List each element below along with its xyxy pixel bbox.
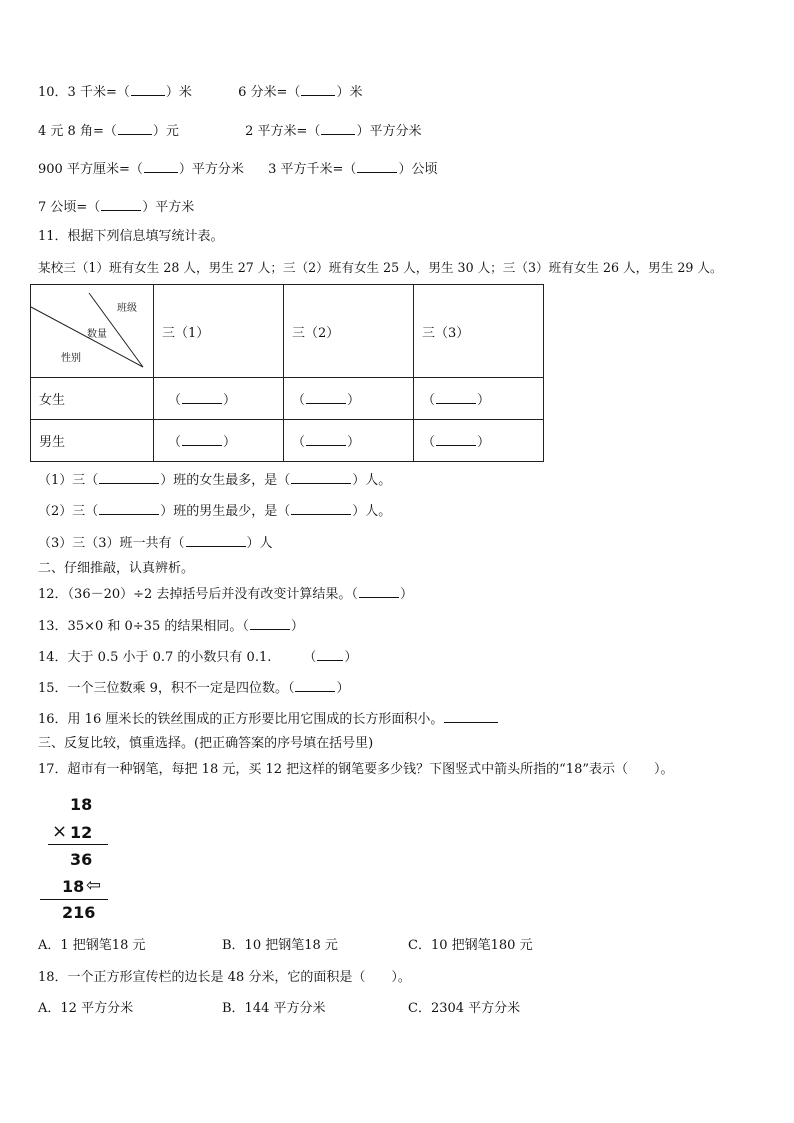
answer-blank[interactable] (436, 432, 476, 446)
q10-row2-b-end: ）平方分米 (356, 124, 422, 139)
q10-row1-b-end: ）米 (336, 85, 363, 100)
col-header-2: 三（2） (284, 285, 414, 378)
q10-row4 (38, 197, 194, 217)
answer-blank[interactable] (101, 197, 141, 211)
answer-blank[interactable] (131, 82, 165, 96)
q10-row4-a: 7 公顷=（ (38, 200, 101, 215)
q15: 15．一个三位数乘 9，积不一定是四位数。（ ） (38, 678, 349, 698)
statistics-table (30, 284, 544, 462)
vm-times-sign: × (52, 821, 68, 842)
q17-option-c[interactable]: C．10 把钢笔180 元 (408, 938, 533, 953)
header-gender-label: 性别 (61, 353, 81, 364)
vm-rule-1 (48, 844, 108, 845)
vertical-multiplication (36, 795, 126, 925)
section2-title: 二、仔细推敲，认真辨析。 (38, 561, 195, 576)
answer-blank[interactable] (144, 159, 178, 173)
q14: 14．大于 0.5 小于 0.7 的小数只有 0.1. （ ） (38, 647, 357, 667)
vm-rule-2 (40, 899, 108, 900)
answer-blank[interactable] (306, 390, 346, 404)
fill-cell: （ ） (154, 420, 284, 462)
answer-blank[interactable] (99, 501, 159, 515)
vm-result: 216 (62, 903, 96, 922)
answer-blank[interactable] (291, 470, 351, 484)
answer-blank[interactable] (301, 82, 335, 96)
q11-info: 某校三（1）班有女生 28 人，男生 27 人；三（2）班有女生 25 人，男生 30 人；三（3）班有女生 26 人，男生 29 人。 (38, 260, 723, 275)
q12: 12．（36－20）÷2 去掉括号后并没有改变计算结果。（ ） (38, 584, 413, 604)
answer-blank[interactable] (291, 501, 351, 515)
fill-cell: （ ） (414, 420, 544, 462)
q11-sub1: （1）三（ ）班的女生最多，是（ ）人。 (38, 470, 391, 490)
fill-cell: （ ） (414, 378, 544, 420)
row-label-girls: 女生 (31, 378, 154, 420)
vm-top: 18 (70, 795, 93, 814)
answer-blank[interactable] (295, 678, 335, 692)
q10-row3-b: 3 平方千米=（ (268, 162, 357, 177)
answer-blank[interactable] (186, 533, 246, 547)
q17-option-a[interactable]: A．1 把钢笔18 元 (38, 938, 146, 953)
section3-title: 三、反复比较，慎重选择。(把正确答案的序号填在括号里) (38, 736, 374, 751)
q10-row1-a-end: ）米 (165, 85, 192, 100)
q10-row4-a-end: ）平方米 (142, 200, 195, 215)
answer-blank[interactable] (317, 647, 343, 661)
header-class-label: 班级 (117, 303, 137, 314)
answer-blank[interactable] (359, 584, 399, 598)
diagonal-header-cell (31, 285, 154, 378)
q11-sub2: （2）三（ ）班的男生最少，是（ ）人。 (38, 501, 391, 521)
q10-row2-b: 2 平方米=（ (245, 124, 321, 139)
answer-blank[interactable] (182, 432, 222, 446)
arrow-left-icon: ⇦ (86, 875, 102, 896)
q18-option-b[interactable]: B．144 平方分米 (222, 1001, 326, 1016)
q11-sub3: （3）三（3）班一共有（ ）人 (38, 533, 273, 553)
fill-cell: （ ） (284, 378, 414, 420)
vm-mult: 12 (70, 823, 93, 842)
q10-row3-b-end: ）公顷 (398, 162, 438, 177)
q10-row1-a: 10．3 千米=（ (38, 85, 130, 100)
q10-row3 (38, 159, 437, 179)
q11-title: 11．根据下列信息填写统计表。 (38, 229, 224, 244)
col-header-3: 三（3） (414, 285, 544, 378)
header-qty-label: 数量 (87, 329, 107, 340)
q10-row2-a-end: ）元 (152, 124, 179, 139)
answer-blank[interactable] (321, 121, 355, 135)
fill-cell: （ ） (154, 378, 284, 420)
row-label-boys: 男生 (31, 420, 154, 462)
fill-cell: （ ） (284, 420, 414, 462)
q17-option-b[interactable]: B．10 把钢笔18 元 (222, 938, 338, 953)
vm-partial-1: 36 (70, 850, 93, 869)
q10-row3-a-end: ）平方分米 (178, 162, 244, 177)
q18-option-a[interactable]: A．12 平方分米 (38, 1001, 134, 1016)
q10-row1-b: 6 分米=（ (238, 85, 301, 100)
vm-partial-2: 18 (62, 877, 85, 896)
q17-text: 17．超市有一种钢笔，每把 18 元，买 12 把这样的钢笔要多少钱？下图竖式中箭头所指的“18”表示（ ）。 (38, 762, 674, 777)
q13: 13．35×0 和 0÷35 的结果相同。（ ） (38, 616, 304, 636)
answer-blank[interactable] (357, 159, 397, 173)
answer-blank[interactable] (250, 616, 290, 630)
answer-blank[interactable] (182, 390, 222, 404)
q10-row2 (38, 121, 421, 141)
q10-row3-a: 900 平方厘米=（ (38, 162, 143, 177)
q10-row1 (38, 82, 362, 102)
answer-blank[interactable] (118, 121, 152, 135)
q18-option-c[interactable]: C．2304 平方分米 (408, 1001, 521, 1016)
answer-blank[interactable] (99, 470, 159, 484)
q18-text: 18．一个正方形宣传栏的边长是 48 分米，它的面积是（ ）。 (38, 970, 411, 985)
answer-blank[interactable] (444, 709, 498, 723)
answer-blank[interactable] (306, 432, 346, 446)
col-header-1: 三（1） (154, 285, 284, 378)
q10-row2-a: 4 元 8 角=（ (38, 124, 117, 139)
answer-blank[interactable] (436, 390, 476, 404)
q16: 16．用 16 厘米长的铁丝围成的正方形要比用它围成的长方形面积小。 (38, 709, 499, 729)
